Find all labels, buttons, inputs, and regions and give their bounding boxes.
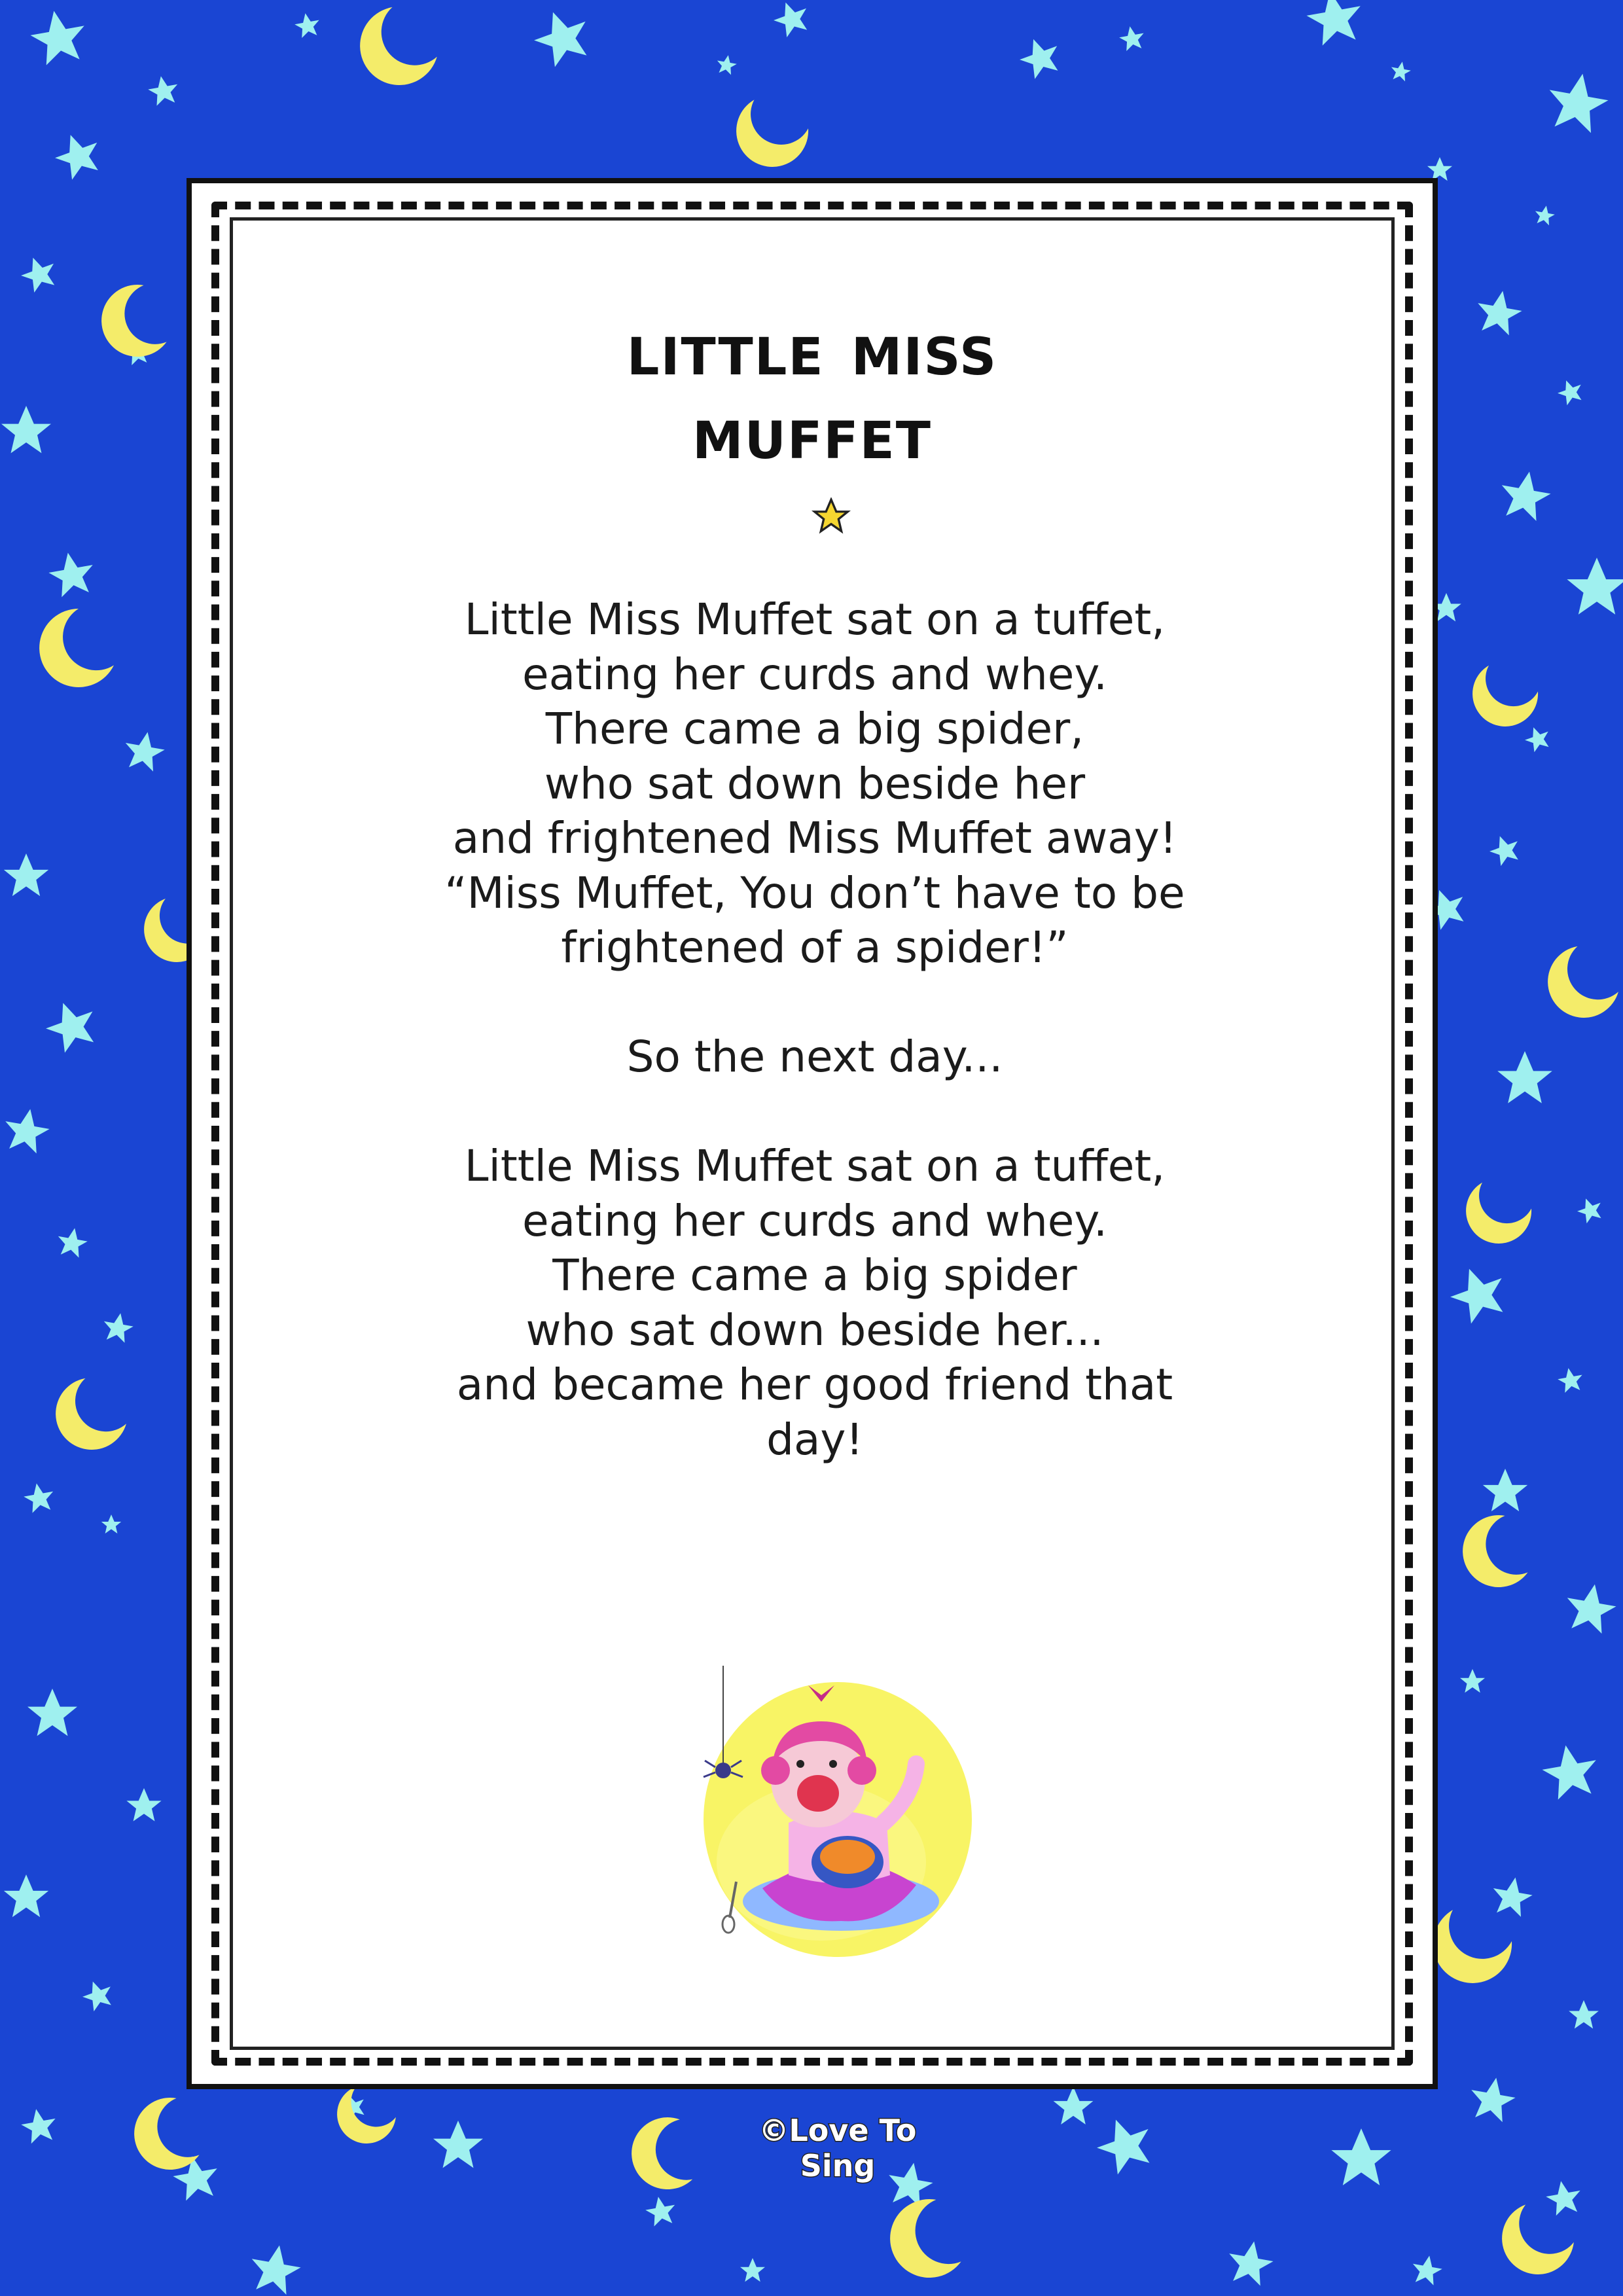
stanza-gap — [167, 1085, 1463, 1139]
verse2-line-2: eating her curds and whey. — [522, 1195, 1108, 1246]
verse1-line-7: frightened of a spider!” — [561, 922, 1069, 973]
title-line-2: muffet — [692, 391, 932, 476]
verse1-line-6: “Miss Muffet, You don’t have to be — [444, 867, 1185, 918]
verse1-line-1: Little Miss Muffet sat on a tuffet, — [464, 594, 1166, 645]
miss-muffet-illustration — [690, 1666, 975, 1957]
verse1-line-4: who sat down beside her — [544, 758, 1086, 809]
interlude-line: So the next day... — [626, 1031, 1003, 1082]
verse1-line-3: There came a big spider, — [545, 704, 1084, 754]
song-title — [187, 308, 1438, 475]
stanza-gap — [167, 975, 1463, 1030]
verse2-line-3: There came a big spider — [552, 1250, 1077, 1300]
title-line-1: little miss — [626, 307, 998, 392]
verse2-line-6: day! — [766, 1414, 863, 1465]
verse2-line-5: and became her good friend that — [456, 1359, 1173, 1410]
verse1-line-2: eating her curds and whey. — [522, 649, 1108, 700]
verse1-line-5: and frightened Miss Muffet away! — [452, 813, 1177, 863]
verse2-line-4: who sat down beside her... — [526, 1304, 1104, 1355]
copyright-logo: ©Love To Sing — [758, 2113, 917, 2183]
poem-lyrics — [167, 592, 1463, 1467]
star-icon — [812, 497, 851, 537]
verse2-line-1: Little Miss Muffet sat on a tuffet, — [464, 1141, 1166, 1191]
